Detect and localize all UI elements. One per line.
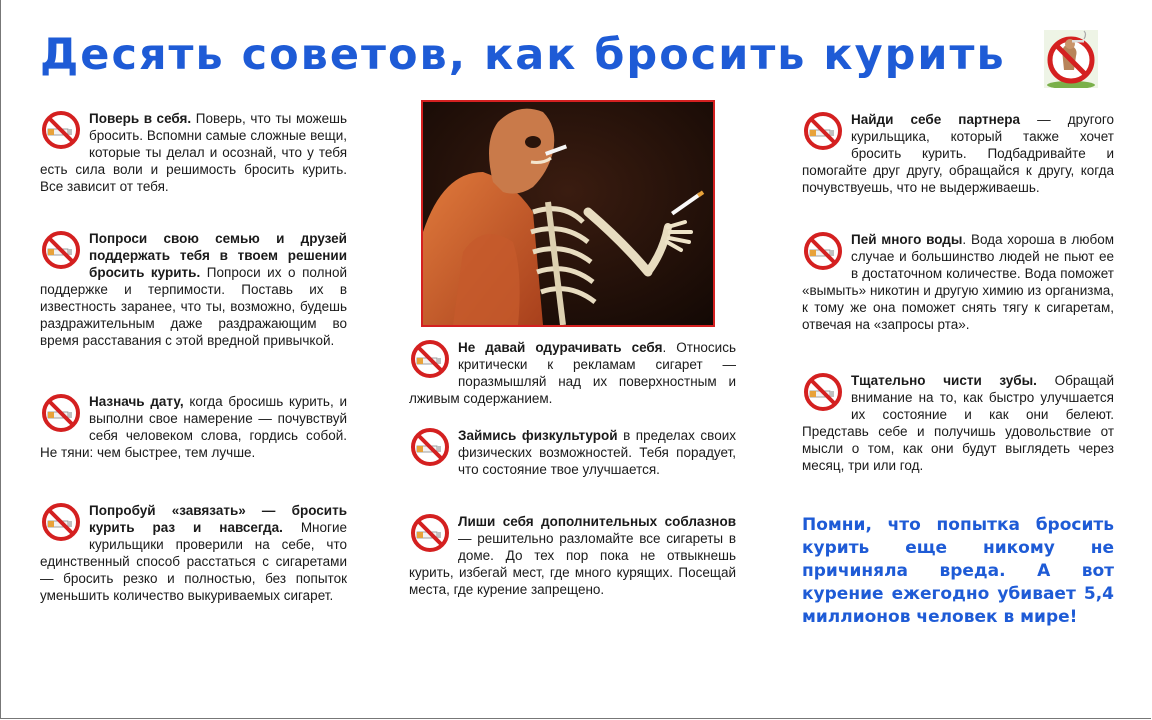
tip-1-text: Поверь, что ты можешь бросить. Вспомни самые сложные вещи, которые ты делал и осознай, что у тебя есть сила воли и решимость бросить курить. Все зависит от тебя. [40,111,347,194]
no-smoking-icon [40,502,82,542]
no-smoking-icon [802,372,844,412]
tip-9-heading: Пей много воды [851,232,963,247]
tip-9 [802,231,1114,333]
smoking-anatomical-figure-image [421,100,715,327]
tip-7-heading: Лиши себя дополнительных соблазнов [458,514,736,529]
tip-2-text: Попроси их о полной поддержке и терпимости. Поставь их в известность заранее, что ты, возможно, будешь раздражительным даже раздражающим во время расставания с этой вредной привычкой. [40,265,347,348]
tip-4-heading: Попробуй «завязать» — бросить курить раз и навсегда. [89,503,347,535]
no-smoking-icon [40,110,82,150]
no-smoking-icon [802,231,844,271]
tip-6 [409,427,736,478]
tip-3-heading: Назначь дату, [89,394,184,409]
tip-4 [40,502,347,604]
tip-2 [40,230,347,349]
tip-4-text: Многие курильщики проверили на себе, что единственный способ расстаться с сигаретами — бросить резко и полностью, без попыток уменьшить количество выкуриваемых сигарет. [40,520,347,603]
tip-10-text: Обращай внимание на то, как быстро улучшается их состояние и как они белеют. Представь себе и получишь удовольствие от мысли о том, как они будут выглядеть через месяц, три или год. [802,373,1114,473]
tip-7-text: — решительно разломайте все сигареты в доме. До тех пор пока не отвыкнешь курить, избегай мест, где много курящих. Посещай места, где курение запрещено. [409,531,736,597]
tip-6-text: в пределах своих физических возможностей. Тебя порадует, что состояние твое улучшается. [458,428,736,477]
tip-10-heading: Тщательно чисти зубы. [851,373,1037,388]
no-smoking-icon [40,230,82,270]
no-smoking-icon [409,339,451,379]
tip-10 [802,372,1114,474]
tip-3 [40,393,347,461]
tip-5-heading: Не давай одурачивать себя [458,340,663,355]
tip-3-text: когда бросишь курить, и выполни свое намерение — почувствуй себя человеком слова, гордись собой. Не тяни: чем быстрее, тем лучше. [40,394,348,460]
page-title: Десять советов, как бросить курить [40,30,1006,80]
tip-1-heading: Поверь в себя. [89,111,192,126]
no-smoking-icon [802,111,844,151]
tip-5 [409,339,736,407]
closing-statement: Помни, что попытка бросить курить еще никому не причиняла вреда. А вот курение ежегодно убивает 5,4 миллионов человек в мире! [802,515,1114,627]
no-smoking-figure-icon [1044,30,1098,88]
tip-5-text: . Относись критически к рекламам сигарет — поразмышляй над их поверхностным и лживым содержанием. [409,340,736,406]
no-smoking-icon [40,393,82,433]
tip-8-heading: Найди себе партнера [851,112,1021,127]
tip-8 [802,111,1114,196]
no-smoking-icon [409,427,451,467]
tip-1 [40,110,347,195]
no-smoking-icon [409,513,451,553]
tip-9-text: . Вода хороша в любом случае и большинство людей не пьют ее в достаточном количестве. Вода поможет «вымыть» никотин и другую химию из организма, к тому же она поможет снять тягу к сигаретам, отвечая на «запросы рта». [802,232,1114,332]
tip-7 [409,513,736,598]
tip-8-text: — другого курильщика, который также хочет бросить курить. Подбадривайте и помогайте друг другу, обращайся к другу, когда почувствуешь, что не выдерживаешь. [802,112,1114,195]
tip-2-heading: Попроси свою семью и друзей поддержать тебя в твоем решении бросить курить. [89,231,347,280]
tip-6-heading: Займись физкультурой [458,428,618,443]
